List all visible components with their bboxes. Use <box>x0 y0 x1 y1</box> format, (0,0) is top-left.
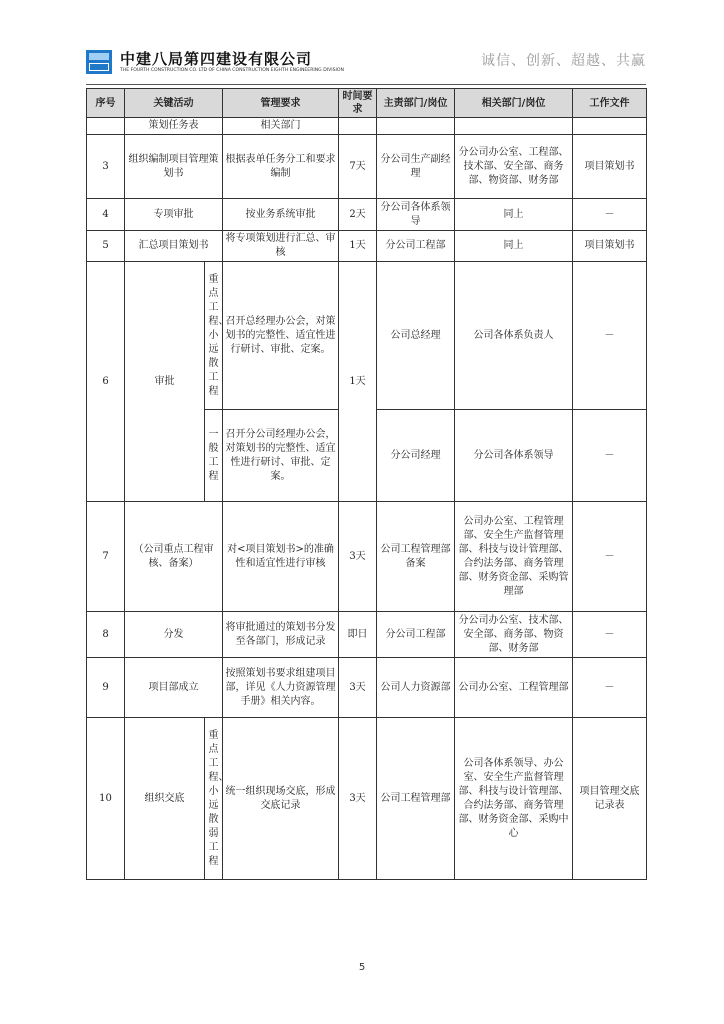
main-dept-cell: 分公司工程部 <box>377 612 455 658</box>
table-row <box>87 502 647 612</box>
activity-cell: 策划任务表 <box>125 118 223 135</box>
work-file-cell: － <box>573 199 647 231</box>
requirement-cell: 相关部门 <box>223 118 339 135</box>
table-row <box>87 231 647 262</box>
work-file-cell: 项目策划书 <box>573 135 647 199</box>
activity-cell: 汇总项目策划书 <box>125 231 223 262</box>
time-cell: 3天 <box>339 658 377 718</box>
table-header-row <box>87 89 647 118</box>
main-dept-cell: 公司工程管理部 <box>377 718 455 880</box>
header-divider <box>86 84 646 85</box>
sub-category-cell: 一般工程 <box>205 410 223 502</box>
company-name-en: THE FOURTH CONSTRUCTION CO. LTD OF CHINA CONSTRUCTION EIGHTH ENGINEERING DIVISION <box>120 68 344 73</box>
row-number: 7 <box>87 502 125 612</box>
activity-cell: 分发 <box>125 612 223 658</box>
activity-cell: 组织交底 <box>125 718 205 880</box>
page-number: 5 <box>358 962 366 973</box>
requirement-cell: 将专项策划进行汇总、审核 <box>223 231 339 262</box>
work-file-cell: － <box>573 502 647 612</box>
work-file-cell: － <box>573 410 647 502</box>
main-dept-cell: 分公司各体系领导 <box>377 199 455 231</box>
time-cell: 1天 <box>339 231 377 262</box>
company-name-cn: 中建八局第四建设有限公司 <box>120 50 313 68</box>
requirement-cell: 按照策划书要求组建项目部，详见《人力资源管理手册》相关内容。 <box>223 658 339 718</box>
related-dept-cell: 分公司办公室、技术部、安全部、商务部、物资部、财务部 <box>455 612 573 658</box>
table-row <box>87 612 647 658</box>
time-cell: 即日 <box>339 612 377 658</box>
table-row <box>87 199 647 231</box>
work-file-cell: － <box>573 262 647 410</box>
time-cell: 2天 <box>339 199 377 231</box>
related-dept-cell: 同上 <box>455 231 573 262</box>
col-header-related-dept: 相关部门/岗位 <box>455 89 573 118</box>
table-row <box>87 118 647 135</box>
activity-cell: 审批 <box>125 262 205 502</box>
col-header-main-dept: 主责部门/岗位 <box>377 89 455 118</box>
main-dept-cell: 公司工程管理部备案 <box>377 502 455 612</box>
table-row <box>87 262 647 410</box>
related-dept-cell: 公司办公室、工程管理部 <box>455 658 573 718</box>
requirement-cell: 将审批通过的策划书分发至各部门，形成记录 <box>223 612 339 658</box>
row-number: 4 <box>87 199 125 231</box>
related-dept-cell: 分公司各体系领导 <box>455 410 573 502</box>
activity-cell: （公司重点工程审核、备案） <box>125 502 223 612</box>
col-header-activity: 关键活动 <box>125 89 223 118</box>
related-dept-cell: 公司各体系领导、办公室、安全生产监督管理部、科技与设计管理部、合约法务部、商务管理部、财务资金部、采购中心 <box>455 718 573 880</box>
activity-cell: 项目部成立 <box>125 658 223 718</box>
requirement-cell: 根据表单任务分工和要求编制 <box>223 135 339 199</box>
company-logo-icon <box>86 50 112 74</box>
col-header-time: 时间要求 <box>339 89 377 118</box>
slogan: 诚信、创新、超越、共赢 <box>481 53 646 69</box>
work-file-cell: 项目管理交底记录表 <box>573 718 647 880</box>
related-dept-cell: 公司办公室、工程管理部、安全生产监督管理部、科技与设计管理部、合约法务部、商务管理部、财务资金部、采购管理部 <box>455 502 573 612</box>
main-dept-cell: 公司总经理 <box>377 262 455 410</box>
main-dept-cell: 公司人力资源部 <box>377 658 455 718</box>
requirement-cell: 对<项目策划书>的准确性和适宜性进行审核 <box>223 502 339 612</box>
table-row <box>87 658 647 718</box>
time-cell: 3天 <box>339 718 377 880</box>
requirement-cell: 召开分公司经理办公会，对策划书的完整性、适宜性进行研讨、审批、定案。 <box>223 410 339 502</box>
related-dept-cell: 分公司办公室、工程部、技术部、安全部、商务部、物资部、财务部 <box>455 135 573 199</box>
requirement-cell: 统一组织现场交底，形成交底记录 <box>223 718 339 880</box>
row-number: 6 <box>87 262 125 502</box>
row-number: 8 <box>87 612 125 658</box>
related-dept-cell: 同上 <box>455 199 573 231</box>
time-cell: 1天 <box>339 262 377 502</box>
activity-cell: 组织编制项目管理策划书 <box>125 135 223 199</box>
sub-category-cell: 重点工程、小远散工程 <box>205 262 223 410</box>
row-number: 10 <box>87 718 125 880</box>
time-cell: 3天 <box>339 502 377 612</box>
sub-category-cell: 重点工程、小远散弱工程 <box>205 718 223 880</box>
col-header-requirement: 管理要求 <box>223 89 339 118</box>
row-number: 5 <box>87 231 125 262</box>
main-dept-cell: 分公司经理 <box>377 410 455 502</box>
page-header <box>86 44 646 84</box>
row-number: 3 <box>87 135 125 199</box>
work-file-cell: － <box>573 658 647 718</box>
time-cell: 7天 <box>339 135 377 199</box>
table-row <box>87 135 647 199</box>
related-dept-cell: 公司各体系负责人 <box>455 262 573 410</box>
main-dept-cell: 分公司生产副经理 <box>377 135 455 199</box>
col-header-no: 序号 <box>87 89 125 118</box>
process-table <box>86 88 647 880</box>
table-row <box>87 718 647 880</box>
col-header-work-file: 工作文件 <box>573 89 647 118</box>
row-number: 9 <box>87 658 125 718</box>
requirement-cell: 召开总经理办公会，对策划书的完整性、适宜性进行研讨、审批、定案。 <box>223 262 339 410</box>
activity-cell: 专项审批 <box>125 199 223 231</box>
requirement-cell: 按业务系统审批 <box>223 199 339 231</box>
main-dept-cell: 分公司工程部 <box>377 231 455 262</box>
work-file-cell: 项目策划书 <box>573 231 647 262</box>
work-file-cell: － <box>573 612 647 658</box>
